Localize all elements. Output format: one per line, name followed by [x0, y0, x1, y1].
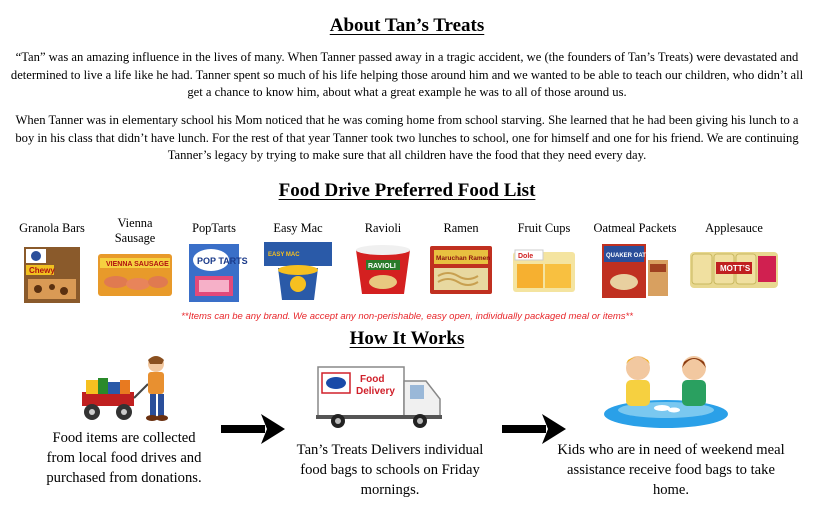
- ramen-packs-icon: [428, 242, 494, 298]
- food-item-label: Ramen: [443, 221, 479, 235]
- svg-text:QUAKER OATMEAL: QUAKER OATMEAL: [606, 253, 663, 259]
- svg-text:EASY MAC: EASY MAC: [268, 252, 300, 258]
- applesauce-cups-icon: [688, 250, 780, 290]
- poptarts-box-icon: [187, 242, 248, 304]
- right-arrow-icon: [221, 412, 287, 446]
- step-3-text: Kids who are in need of weekend meal assistance receive food bags to take home.: [557, 442, 785, 498]
- svg-text:RAVIOLI: RAVIOLI: [368, 263, 396, 270]
- food-item-label: Granola Bars: [19, 221, 85, 235]
- food-item-label: Oatmeal Packets: [593, 221, 677, 235]
- svg-text:Chewy: Chewy: [29, 266, 55, 275]
- how-it-works-title: How It Works: [349, 328, 465, 349]
- kids-eating-icon: [602, 350, 734, 430]
- svg-text:POP TARTS: POP TARTS: [197, 256, 248, 266]
- svg-text:Delivery: Delivery: [356, 386, 395, 397]
- food-item-label: Applesauce: [705, 221, 763, 235]
- food-item-applesauce: [684, 221, 784, 290]
- ravioli-bowl-icon: [352, 242, 414, 298]
- food-item-label: PopTarts: [192, 221, 236, 235]
- step-2-text: Tan’s Treats Delivers individual food bags to schools on Friday mornings.: [296, 442, 484, 498]
- about-paragraph-2: When Tanner was in elementary school his Mom noticed that he was coming home from school starving. She learned that he had been giving his lunch to a boy in his class that didn’t have lunch. For the rest of that year Tanner took two lunches to school, one for himself and one for his friend. We are continuing Tanner’s legacy by trying to make sure that all children have the food that they need every day.: [15, 113, 799, 162]
- svg-text:Dole: Dole: [518, 253, 534, 260]
- food-item-fruit-cups: [494, 221, 594, 296]
- wagon-boy-icon: [76, 354, 172, 426]
- food-list-note: **Items can be any brand. We accept any non-perishable, easy open, individually packaged meal or items**: [181, 311, 633, 322]
- food-item-label: Ravioli: [364, 221, 402, 235]
- food-list-title: Food Drive Preferred Food List: [278, 180, 536, 201]
- svg-text:VIENNA SAUSAGE: VIENNA SAUSAGE: [106, 261, 169, 268]
- step-1-text: Food items are collected from local food drives and purchased from donations.: [46, 430, 202, 486]
- about-paragraph-1: “Tan” was an amazing influence in the lives of many. When Tanner passed away in a tragic accident, we (the founders of Tan’s Treats) were devastated and determined to live a life like he had. Tanner spent so much of his life helping those around him and we wanted to be able to teach our children, who didn’t all get a chance to know him, about what a great example he was to all of those around us.: [10, 50, 804, 99]
- vienna-sausage-cans-icon: [96, 250, 174, 298]
- fruit-cups-icon: [511, 246, 577, 296]
- easy-mac-cups-icon: [262, 240, 334, 302]
- about-title: About Tan’s Treats: [329, 15, 485, 36]
- granola-bars-box-icon: [20, 245, 84, 305]
- food-item-label: Easy Mac: [273, 221, 323, 235]
- oatmeal-box-icon: [600, 242, 670, 300]
- delivery-truck-icon: [316, 363, 444, 429]
- svg-text:Maruchan Ramen: Maruchan Ramen: [436, 255, 491, 262]
- svg-text:Food: Food: [360, 374, 385, 385]
- food-item-label: Fruit Cups: [517, 221, 571, 235]
- svg-text:MOTT’S: MOTT’S: [720, 264, 751, 273]
- food-item-label: Vienna Sausage: [114, 216, 156, 245]
- food-item-oatmeal-packets: [585, 221, 685, 300]
